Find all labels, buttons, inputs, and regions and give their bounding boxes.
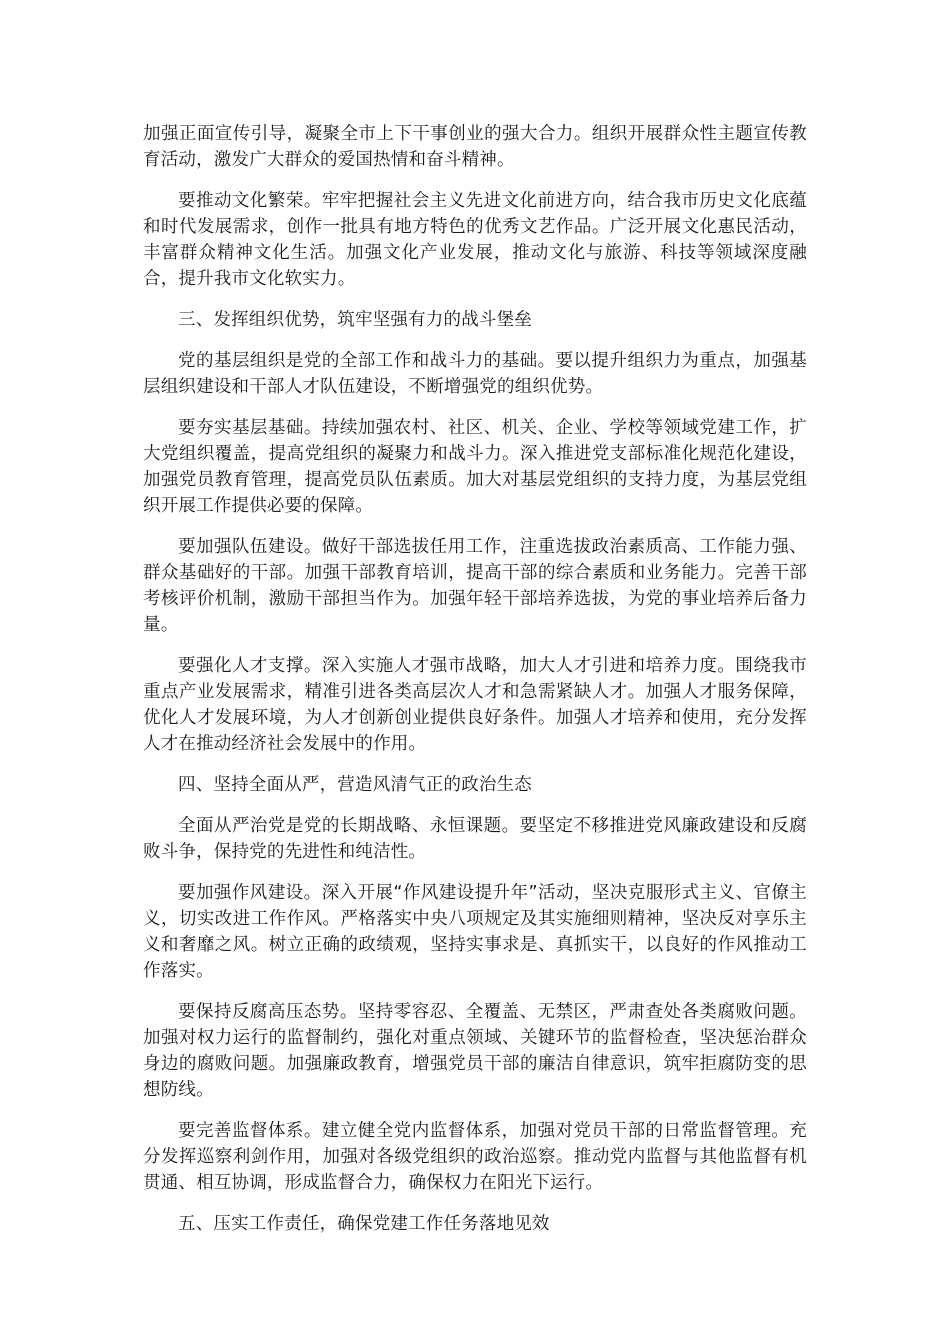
paragraph: 要加强作风建设。深入开展“作风建设提升年”活动，坚决克服形式主义、官僚主义，切实改进工作作风。严格落实中央八项规定及其实施细则精神，坚决反对享乐主义和奢靡之风。树立正确的政绩观，坚持实事求是、真抓实干，以良好的作风推动工作落实。 <box>143 883 807 981</box>
paragraph: 要夯实基层基础。持续加强农村、社区、机关、企业、学校等领域党建工作，扩大党组织覆盖，提高党组织的凝聚力和战斗力。深入推进党支部标准化规范化建设，加强党员教育管理，提高党员队伍素质。加大对基层党组织的支持力度，为基层党组织开展工作提供必要的保障。 <box>143 418 807 516</box>
paragraph: 党的基层组织是党的全部工作和战斗力的基础。要以提升组织力为重点，加强基层组织建设和干部人才队伍建设，不断增强党的组织优势。 <box>143 351 807 397</box>
paragraph: 要推动文化繁荣。牢牢把握社会主义先进文化前进方向，结合我市历史文化底蕴和时代发展需求，创作一批具有地方特色的优秀文艺作品。广泛开展文化惠民活动，丰富群众精神文化生活。加强文化产业发展，推动文化与旅游、科技等领域深度融合，提升我市文化软实力。 <box>143 191 807 289</box>
paragraph-continued: 加强正面宣传引导，凝聚全市上下干事创业的强大合力。组织开展群众性主题宣传教育活动，激发广大群众的爱国热情和奋斗精神。 <box>143 124 807 170</box>
section-heading: 三、发挥组织优势，筑牢坚强有力的战斗堡垒 <box>178 310 532 330</box>
paragraph: 要完善监督体系。建立健全党内监督体系，加强对党员干部的日常监督管理。充分发挥巡察利剑作用，加强对各级党组织的政治巡察。推动党内监督与其他监督有机贯通、相互协调，形成监督合力，确保权力在阳光下运行。 <box>143 1121 807 1193</box>
paragraph: 要保持反腐高压态势。坚持零容忍、全覆盖、无禁区，严肃查处各类腐败问题。加强对权力运行的监督制约，强化对重点领域、关键环节的监督检查，坚决惩治群众身边的腐败问题。加强廉政教育，增强党员干部的廉洁自律意识，筑牢拒腐防变的思想防线。 <box>143 1002 807 1100</box>
paragraph: 要强化人才支撑。深入实施人才强市战略，加大人才引进和培养力度。围绕我市重点产业发展需求，精准引进各类高层次人才和急需紧缺人才。加强人才服务保障，优化人才发展环境，为人才创新创业提供良好条件。加强人才培养和使用，充分发挥人才在推动经济社会发展中的作用。 <box>143 656 807 754</box>
paragraph: 全面从严治党是党的长期战略、永恒课题。要坚定不移推进党风廉政建设和反腐败斗争，保持党的先进性和纯洁性。 <box>143 816 807 862</box>
section-heading: 五、压实工作责任，确保党建工作任务落地见效 <box>178 1214 550 1234</box>
paragraph: 要加强队伍建设。做好干部选拔任用工作，注重选拔政治素质高、工作能力强、群众基础好的干部。加强干部教育培训，提高干部的综合素质和业务能力。完善干部考核评价机制，激励干部担当作为。加强年轻干部培养选拔，为党的事业培养后备力量。 <box>143 537 807 635</box>
section-heading: 四、坚持全面从严，营造风清气正的政治生态 <box>178 775 532 795</box>
document-body <box>143 121 807 1252</box>
